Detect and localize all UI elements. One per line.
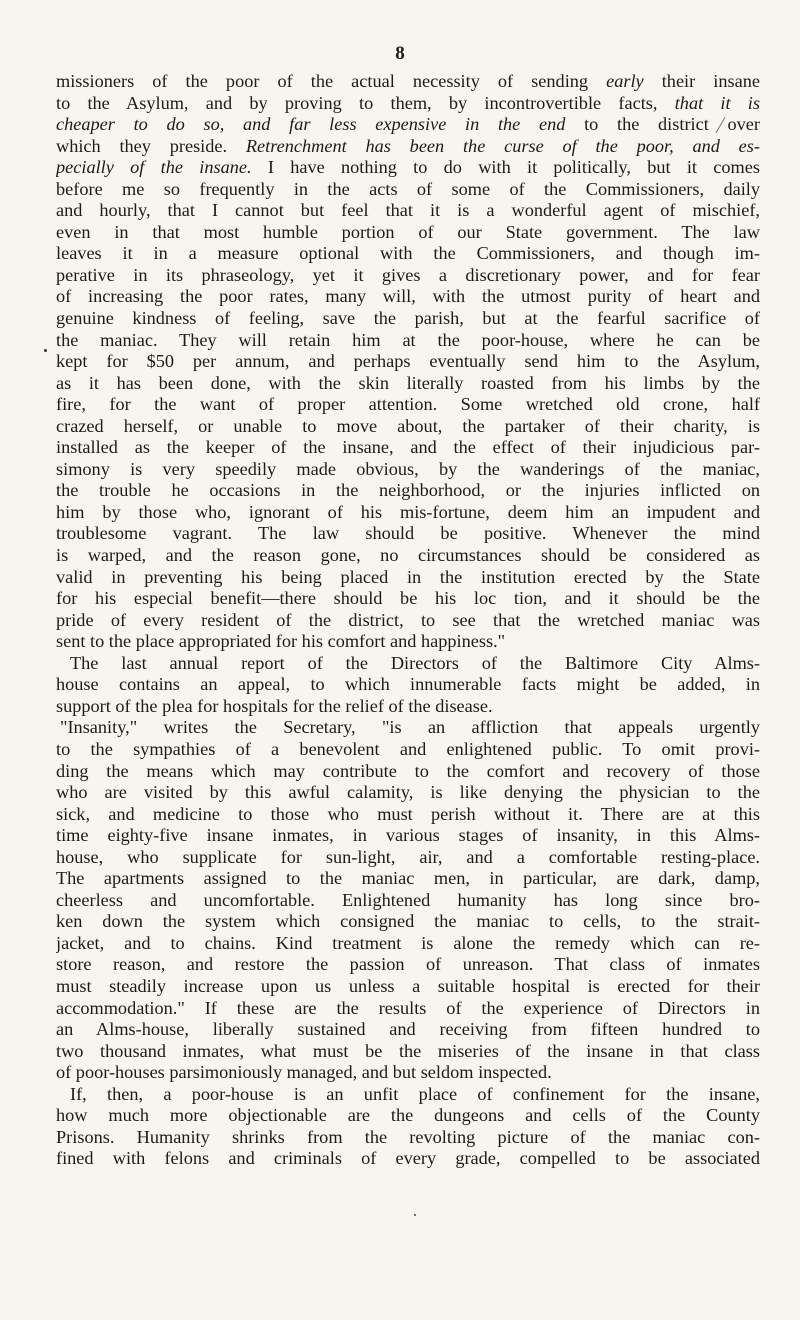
text-line: support of the plea for hospitals for the relief of the disease. [56,695,493,716]
text-line: leaves it in a measure optional with the Commissioners, and though im- [56,243,760,264]
text-line: must steadily increase upon us unless a suitable hospital is erected for their [56,975,760,996]
ink-speck [414,1214,416,1216]
text-line: pride of every resident of the district, to see that the wretched maniac was [56,609,760,630]
text-line: even in that most humble portion of our State government. The law [56,221,760,242]
text-line: before me so frequently in the acts of some of the Commissioners, daily [56,178,760,199]
text-line: of poor-houses parsimoniously managed, and but seldom inspected. [56,1062,552,1083]
emphasis: early [606,71,644,91]
text-line: troublesome vagrant. The law should be positive. Whenever the mind [56,523,760,544]
text-line: which they preside. Retrenchment has been the curse of the poor, and es- [56,135,760,156]
text-line: The last annual report of the Directors of the Baltimore City Alms- [70,652,760,673]
text-line: two thousand inmates, what must be the miseries of the insane in that class [56,1040,760,1061]
text-line: to the sympathies of a benevolent and enlightened public. To omit provi- [56,738,760,759]
text-line: fire, for the want of proper attention. Some wretched old crone, half [56,394,760,415]
text-line: cheerless and uncomfortable. Enlightened humanity has long since bro- [56,889,760,910]
page-number: 8 [395,43,405,64]
text-line: "Insanity," writes the Secretary, "is an affliction that appeals urgently [60,717,760,738]
text-line: of increasing the poor rates, many will, with the utmost purity of heart and [56,286,760,307]
text-line: jacket, and to chains. Kind treatment is alone the remedy which can re- [56,932,760,953]
text-line: valid in preventing his being placed in the institution erected by the State [56,566,760,587]
text-line: the maniac. They will retain him at the poor-house, where he can be [56,329,760,350]
text-line: how much more objectionable are the dungeons and cells of the County [56,1105,760,1126]
text-line: time eighty-five insane inmates, in various stages of insanity, in this Alms- [56,825,760,846]
emphasis: Retrenchment has been the curse of the poor, and es- [245,135,760,156]
text-line: the trouble he occasions in the neighborhood, or the injuries inflicted on [56,480,760,501]
text-line: genuine kindness of feeling, save the parish, but at the fearful sacrifice of [56,308,760,329]
text-line: for his especial benefit—there should be his loc tion, and it should be the [56,588,760,609]
text-line: and hourly, that I cannot but feel that it is a wonderful agent of mischief, [56,200,760,221]
text-line: If, then, a poor-house is an unfit place of confinement for the insane, [70,1083,760,1104]
text-line: crazed herself, or unable to move about, the partaker of their charity, is [56,415,760,436]
emphasis: cheaper to do so, and far less expensive in the end [56,114,566,135]
text-line: ken down the system which consigned the maniac to cells, to the strait- [56,911,760,932]
text-line: is warped, and the reason gone, no circumstances should be considered as [56,545,760,566]
text-line: kept for $50 per annum, and perhaps eventually send him to the Asylum, [56,351,760,372]
text-line: as it has been done, with the skin literally roasted from his limbs by the [56,372,760,393]
text-line: missioners of the poor of the actual necessity of sending early their insane [56,71,760,91]
text-line: fined with felons and criminals of every grade, compelled to be associated [56,1148,760,1169]
text-line: cheaper to do so, and far less expensive in the end to the district over [56,114,760,135]
text-line: Prisons. Humanity shrinks from the revolting picture of the maniac con- [56,1126,760,1147]
text-line: ding the means which may contribute to the comfort and recovery of those [56,760,760,781]
text-line: installed as the keeper of the insane, and the effect of their injudicious par- [56,437,760,458]
text-line: store reason, and restore the passion of unreason. That class of inmates [56,954,760,975]
text-line: to the Asylum, and by proving to them, by incontrovertible facts, that it is [56,92,760,113]
body-text [56,71,760,1170]
text-line: house contains an appeal, to which innumerable facts might be added, in [56,674,760,695]
text-line: who are visited by this awful calamity, is like denying the physician to the [56,782,760,803]
text-line: sent to the place appropriated for his comfort and happiness." [56,631,506,652]
text-line: simony is very speedily made obvious, by the wanderings of the maniac, [56,458,760,479]
text-line: accommodation." If these are the results of the experience of Directors in [56,997,760,1018]
emphasis: pecially of the insane. [56,157,252,178]
text-line: him by those who, ignorant of his mis-fortune, deem him an impudent and [56,501,760,522]
margin-dot [44,349,47,352]
text-line: The apartments assigned to the maniac men, in particular, are dark, damp, [56,868,760,889]
text-line: pecially of the insane. I have nothing to do with it politically, but it comes [56,157,760,178]
text-line: house, who supplicate for sun-light, air, and a comfortable resting-place. [56,846,760,867]
text-line: perative in its phraseology, yet it gives a discretionary power, and for fear [56,264,760,285]
text-line: sick, and medicine to those who must perish without it. There are at this [56,803,760,824]
emphasis: that it is [674,92,760,113]
text-line: an Alms-house, liberally sustained and receiving from fifteen hundred to [56,1019,760,1040]
